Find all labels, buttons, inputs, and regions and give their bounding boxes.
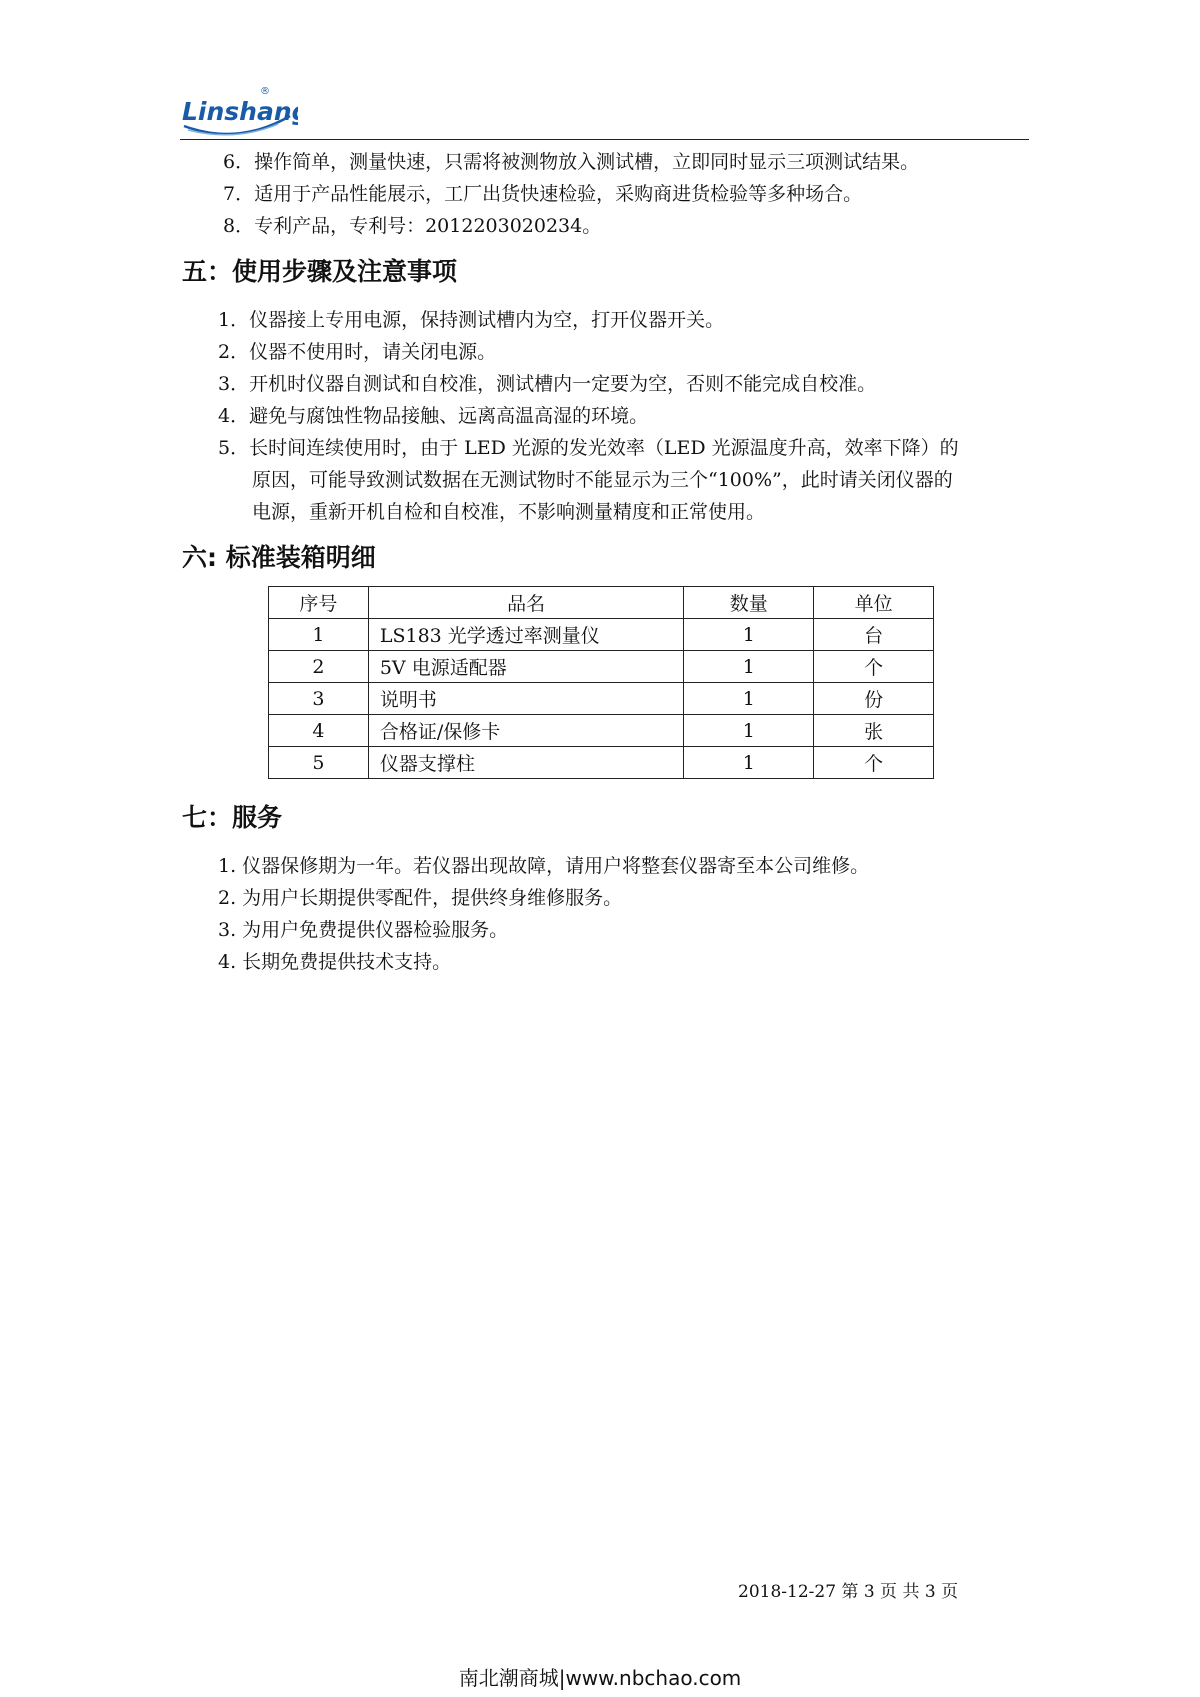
table-row <box>269 715 934 747</box>
table-row <box>269 683 934 715</box>
table-cell: 1 <box>684 715 814 747</box>
table-cell: 1 <box>269 619 369 651</box>
usage-step: 2．仪器不使用时，请关闭电源。 <box>218 341 497 363</box>
table-cell: 说明书 <box>368 683 684 715</box>
usage-step: 1．仪器接上专用电源，保持测试槽内为空，打开仪器开关。 <box>218 309 725 331</box>
service-item: 2. 为用户长期提供零配件，提供终身维修服务。 <box>218 887 623 909</box>
packing-list-table <box>268 586 934 779</box>
header-cell: 序号 <box>269 587 369 619</box>
feature-item: 8．专利产品，专利号：2012203020234。 <box>223 215 602 237</box>
usage-step: 4．避免与腐蚀性物品接触、远离高温高湿的环境。 <box>218 405 649 427</box>
service-item: 1. 仪器保修期为一年。若仪器出现故障，请用户将整套仪器寄至本公司维修。 <box>218 855 870 877</box>
table-cell: 5V 电源适配器 <box>368 651 684 683</box>
section5-heading: 五：使用步骤及注意事项 <box>182 257 458 286</box>
table-cell: 份 <box>814 683 934 715</box>
site-watermark: 南北潮商城|www.nbchao.com <box>458 1666 742 1690</box>
usage-step: 5．长时间连续使用时，由于 LED 光源的发光效率（LED 光源温度升高，效率下降）的 <box>218 437 959 459</box>
table-row <box>269 651 934 683</box>
header-rule <box>180 139 1029 140</box>
table-cell: 1 <box>684 683 814 715</box>
feature-item: 6．操作简单，测量快速，只需将被测物放入测试槽，立即同时显示三项测试结果。 <box>223 151 920 173</box>
table-cell: LS183 光学透过率测量仪 <box>368 619 684 651</box>
table-cell: 台 <box>814 619 934 651</box>
header-cell: 单位 <box>814 587 934 619</box>
table-cell: 1 <box>684 651 814 683</box>
table-cell: 张 <box>814 715 934 747</box>
section7-heading: 七：服务 <box>182 803 283 832</box>
footer-date-page: 2018-12-27 第 3 页 共 3 页 <box>738 1582 959 1602</box>
table-row <box>269 619 934 651</box>
section6-heading: 六: 标准装箱明细 <box>182 543 376 572</box>
usage-step-continued: 原因，可能导致测试数据在无测试物时不能显示为三个“100%”，此时请关闭仪器的 <box>252 469 953 491</box>
table-cell: 仪器支撑柱 <box>368 747 684 779</box>
service-item: 3. 为用户免费提供仪器检验服务。 <box>218 919 509 941</box>
usage-step: 3．开机时仪器自测试和自校准，测试槽内一定要为空，否则不能完成自校准。 <box>218 373 877 395</box>
registered-mark: ® <box>260 86 270 97</box>
service-item: 4. 长期免费提供技术支持。 <box>218 951 452 973</box>
table-cell: 4 <box>269 715 369 747</box>
table-cell: 2 <box>269 651 369 683</box>
table-cell: 3 <box>269 683 369 715</box>
header-cell: 品名 <box>368 587 684 619</box>
table-cell: 1 <box>684 747 814 779</box>
table-cell: 个 <box>814 747 934 779</box>
usage-step-continued: 电源，重新开机自检和自校准，不影响测量精度和正常使用。 <box>252 501 766 523</box>
logo-wordmark: Linshang <box>182 97 298 126</box>
linshang-logo <box>178 82 298 140</box>
header-cell: 数量 <box>684 587 814 619</box>
table-cell: 1 <box>684 619 814 651</box>
table-cell: 5 <box>269 747 369 779</box>
table-row <box>269 747 934 779</box>
table-header-row <box>269 587 934 619</box>
table-cell: 个 <box>814 651 934 683</box>
table-cell: 合格证/保修卡 <box>368 715 684 747</box>
feature-item: 7．适用于产品性能展示，工厂出货快速检验，采购商进货检验等多种场合。 <box>223 183 863 205</box>
